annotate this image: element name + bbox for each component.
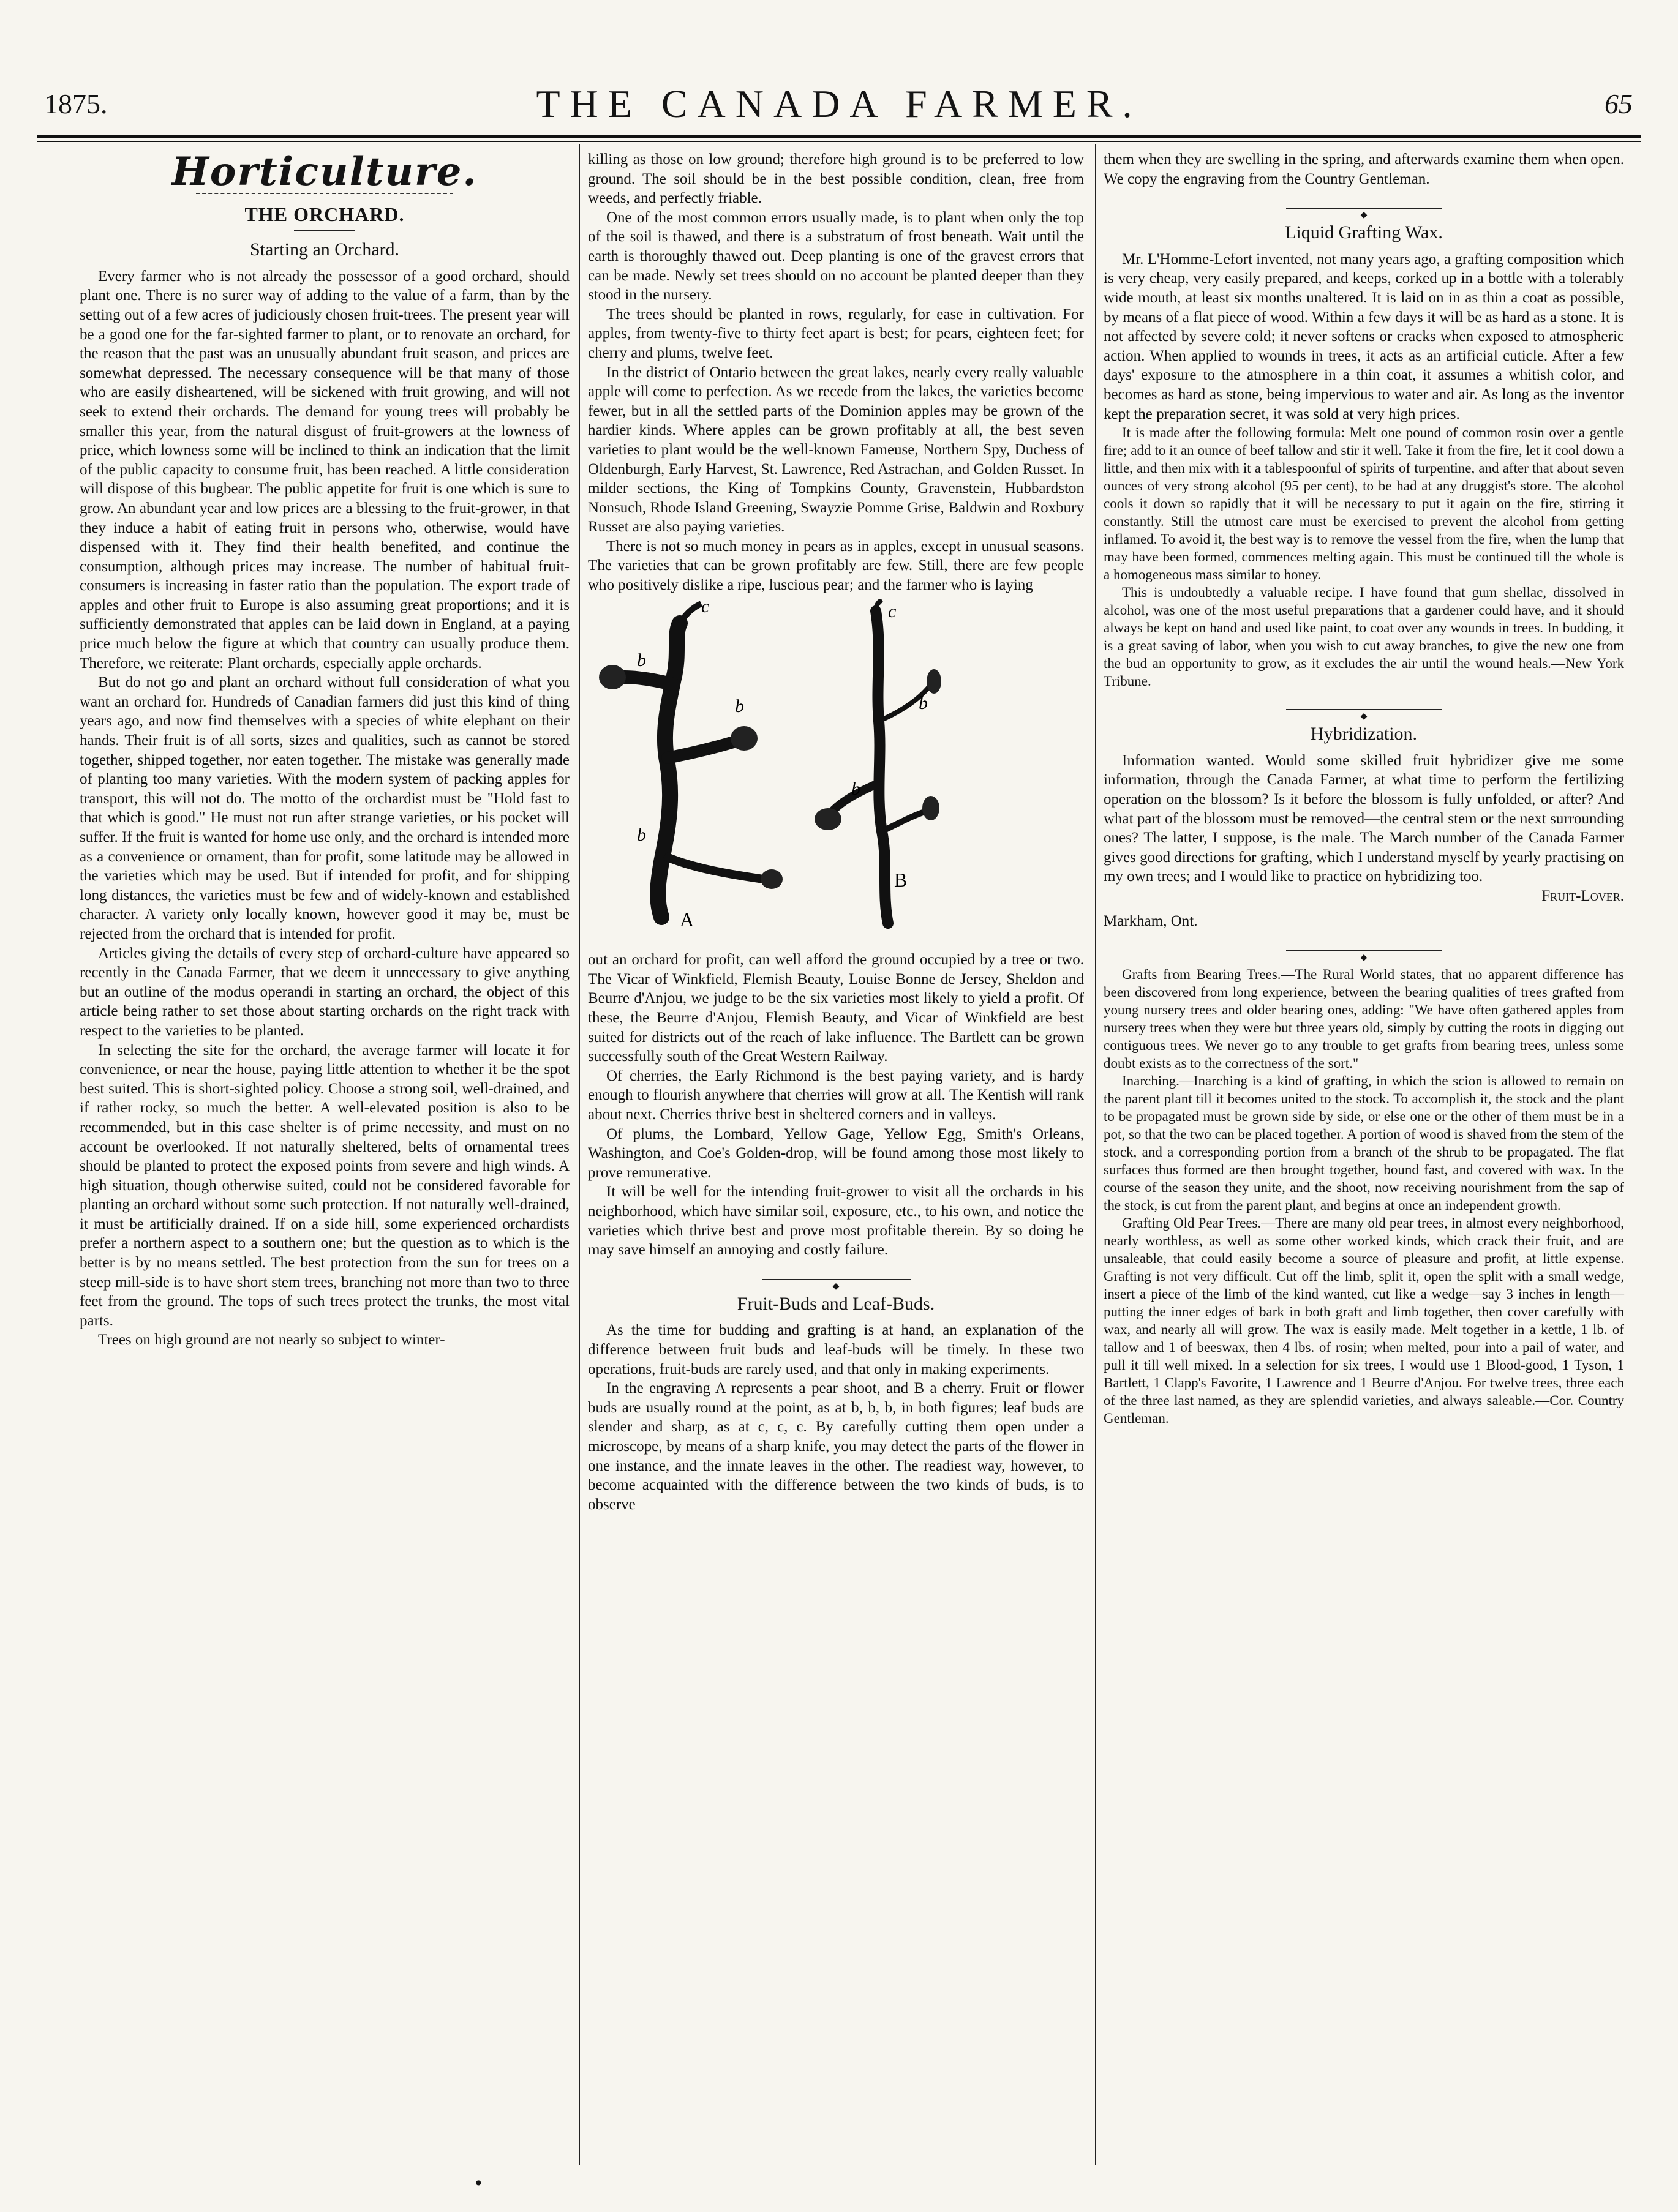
column-divider [579, 144, 580, 2165]
figure-label-bud: b [735, 695, 744, 716]
paragraph: It is made after the following formula: Melt one pound of common rosin over a gentle fire; add to it an ounce of beef tallow and stir it well. Take it from the fire, let it cool down a little, and then mix with it a tablespoonful of spirits of turpentine, and after that about seven ounces of very strong alcohol (95 per cent), to be had at any druggist's store. The alcohol cools it down so rapidly that it will be necessary to put it again on the fire, stirring it constantly. Still the utmost care must be exercised to prevent the alcohol from getting inflamed. To avoid it, the best way is to remove the vessel from the fire, when the lump that may have been formed, commences melting again. This must be continued till the whole is a homogeneous mass similar to honey. [1104, 425, 1624, 583]
paragraph: But do not go and plant an orchard without full consideration of what you want an orchard for. Hundreds of Canadian farmers did just this kind of thing years ago, and now find themselves with a species of white elephant on their hands. Their fruit is of all sorts, sizes and qualities, such as cannot be stored together, shipped together, nor eaten together. The mistake was generally made of planting too many varieties. With the modern system of packing apples for transport, this will not do. The motto of the orchardist must be "Hold fast to that which is good." He must not run after strange varieties, or his pocket will suffer. If the fruit is wanted for home use only, and the orchard is intended more as a convenience or ornament, than for profit, some latitude may be allowed in the varieties which may be used. But if intended for profit, and for shipping long distances, the varieties must be few and of widely-known and established character. A variety only locally known, however good it may be, must be rejected from the orchard that is intended for profit. [80, 674, 570, 942]
figure-label-b: B [894, 868, 908, 891]
paragraph: Grafts from Bearing Trees.—The Rural World states, that no apparent difference has been discovered from long experience, between the bearing qualities of trees grafted from young nursery trees and older bearing ones, adding: "We have often gathered apples from nursery trees when they were but three years old, simply by cutting the roots in digging out contiguous trees. We never go to any trouble to get grafts from bearing trees, unless some doubt exists as to the correctness of the sort." [1104, 967, 1624, 1071]
column-1 [80, 150, 570, 1350]
bud-engraving-figure [588, 599, 1084, 942]
paragraph: Inarching.—Inarching is a kind of grafting, in which the scion is allowed to remain on the parent plant till it becomes united to the stock. To accomplish it, the stock and the plant to be propagated must be grown side by side, or else one or the other of them must be in a pot, so that the two can be placed together. A portion of wood is shaved from the stem of the stock, and a corresponding portion from a branch of the shrub to be propagated. The flat surfaces thus formed are then brought together, bound fast, and covered with wax. In the course of the season they unite, and the shoot, now receiving nourishment from the sap of the stock, is cut from the parent plant, and begins at once an independent growth. [1104, 1073, 1624, 1213]
article-title: Hybridization. [1310, 724, 1418, 744]
figure-label-leaf: c [701, 598, 710, 617]
section-ornament: ◆ [1104, 203, 1624, 212]
paragraph: As the time for budding and grafting is at hand, an explanation of the difference between fruit buds and leaf-buds will be timely. In these two operations, fruit-buds are rarely used, and that only in making experiments. [588, 1322, 1084, 1378]
paragraph: Of cherries, the Early Richmond is the best paying variety, and is hardy enough to flourish anywhere that cherries will grow at all. The Kentish will rank about next. Cherries thrive best in sheltered corners and in valleys. [588, 1067, 1084, 1123]
figure-label-bud: b [637, 650, 646, 670]
paragraph: In the engraving A represents a pear shoot, and B a cherry. Fruit or flower buds are usually round at the point, as at b, b, b, in both figures; leaf buds are slender and sharp, as at c, c, c. By carefully cutting them open under a microscope, by means of a sharp knife, you may detect the parts of the flower in one instance, and the innate leaves in the other. The readiest way, however, to become acquainted with the difference between the two kinds of buds, is to observe [588, 1380, 1084, 1513]
figure-label-bud: b [919, 692, 928, 713]
paragraph: Of plums, the Lombard, Yellow Gage, Yellow Egg, Smith's Orleans, Washington, and Coe's Golden-drop, will be found among those most likely to prove remunerative. [588, 1125, 1084, 1181]
masthead-rule-thin [37, 141, 1641, 142]
paragraph: killing as those on low ground; therefore high ground is to be preferred to low ground. The soil should be in the best possible condition, clean, free from weeds, and perfectly friable. [588, 151, 1084, 207]
paragraph: Mr. L'Homme-Lefort invented, not many years ago, a grafting composition which is very cheap, very easily prepared, and keeps, corked up in a bottle with a tolerably wide mouth, at least six months unaltered. It is laid on in as thin a coat as possible, by means of a flat piece of wood. Within a few days it will be as hard as a stone. It is not affected by severe cold; it never softens or cracks when exposed to atmospheric action. When applied to wounds in trees, it acts as an artificial cuticle. After a few days' exposure to the atmosphere in a thin coat, it assumes a whitish color, and becomes as hard as stone, being impervious to water and air. As long as the inventor kept the preparation secret, it was sold at very high prices. [1104, 250, 1624, 422]
figure-label-bud: b [637, 824, 646, 845]
paragraph: In selecting the site for the orchard, the average farmer will locate it for convenience, or near the house, paying little attention to whether it be the spot best suited. This is short-sighted policy. Choose a strong soil, well-drained, and if rather rocky, so much the better. A well-elevated position is also to be recommended, but in this case shelter is of prime necessity, and must on no account be overlooked. If not naturally sheltered, belts of ornamental trees should be planted to protect the exposed points from severe and high winds. A high situation, though otherwise suited, could not be considered favorable for planting an orchard without some such protection. If not naturally well-drained, it must be artificially drained. If on a side hill, some experienced orchardists prefer a northern aspect to a southern one; but the question as to which is the better is by no means settled. The best protection from the sun for trees on a steep mill-side is to have short stem trees, branching not more than two to three feet from the ground. The tops of such trees protect the trunks, the most vital parts. [80, 1041, 570, 1329]
section-ornament: ◆ [1104, 705, 1624, 713]
issue-year: 1875. [44, 88, 108, 119]
article-title: Fruit-Buds and Leaf-Buds. [737, 1293, 935, 1314]
letter-place: Markham, Ont. [1104, 913, 1198, 930]
paragraph: Every farmer who is not already the possessor of a good orchard, should plant one. There is no surer way of adding to the value of a farm, than by the setting out of a few acres of judiciously chosen fruit-trees. The present year will be a good one for the far-sighted farmer to plant, or to renovate an orchard, for the reason that the past was an unusually abundant fruit season, and prices are somewhat depressed. The necessary consequence will be that many of those who are easily disheartened, will be sickened with fruit growing, and will not seek to extend their orchards. The demand for young trees will probably be smaller this year, from the natural disgust of fruit-growers at the lowness of price, which lowness some will be inclined to think an indication that the limit of the public capacity to consume fruit, has been reached. A little consideration will dispose of this bugbear. The public appetite for fruit is one which is sure to grow. An abundant year and low prices are a blessing to the fruit-grower, in that they induce a habit of eating fruit in persons who, otherwise, would have dispensed with it. They find their health benefited, and continue the consumption, although prices may increase. The number of habitual fruit-consumers is increasing in faster ratio than the population. The export trade of apples and other fruit to Europe is also assuming great proportions; and it is sufficiently demonstrated that apples can be laid down in England, at a paying price much below the figure at which that country can usually produce them. Therefore, we reiterate: Plant orchards, especially apple orchards. [80, 268, 570, 672]
section-ornament: ◆ [1104, 946, 1624, 954]
column-3 [1104, 150, 1624, 1427]
paragraph: It will be well for the intending fruit-grower to visit all the orchards in his neighborhood, which have similar soil, exposure, etc., to his own, and notice the varieties which thrive best and prove most profitable therein. By so doing he may save himself an annoying and costly failure. [588, 1183, 1084, 1259]
figure-label-a: A [680, 908, 694, 931]
figure-label-leaf: c [888, 601, 897, 621]
paragraph: The trees should be planted in rows, regularly, for ease in cultivation. For apples, from twenty-five to thirty feet apart is best; for pears, eighteen feet; for cherry and plums, twelve feet. [588, 306, 1084, 361]
footer-mark: • [473, 2173, 484, 2194]
masthead [37, 70, 1641, 138]
paragraph: Information wanted. Would some skilled fruit hybridizer give me some information, through the Canada Farmer, at what time to perform the fertilizing operation on the blossom? Is it before the blossom is fully unfolded, or after? And what part of the blossom must be removed—the central stem or the next surrounding ones? The latter, I suppose, is the male. The March number of the Canada Farmer gives good directions for grafting, which I understand myself by yearly practising on my own trees; and I would like to practice on hybridizing too. [1104, 752, 1624, 885]
figure-label-bud: b [851, 778, 860, 799]
article-title: Liquid Grafting Wax. [1285, 222, 1443, 243]
paragraph: One of the most common errors usually made, is to plant when only the top of the soil is thawed, and there is a substratum of frost beneath. Wait until the earth is thoroughly thawed out. Deep planting is one of the gravest errors that can be made. Newly set trees should on no account be planted deeper than they stood in the nursery. [588, 209, 1084, 304]
paragraph: out an orchard for profit, can well afford the ground occupied by a tree or two. The Vicar of Winkfield, Flemish Beauty, Louise Bonne de Jersey, Sheldon and Beurre d'Anjou, we judge to be the six varieties most likely to yield a profit. Of these, the Beurre d'Anjou, Flemish Beauty, and Vicar of Winkfield are best suited for districts out of the reach of lake influence. The Bartlett can be grown successfully south of the Great Western Railway. [588, 951, 1084, 1065]
paragraph: them when they are swelling in the spring, and afterwards examine them when open. We copy the engraving from the Country Gentleman. [1104, 151, 1624, 187]
column-2 [588, 150, 1084, 1514]
letter-signature: Fruit-Lover. [1541, 887, 1624, 904]
bud-engraving [588, 599, 1084, 947]
short-rule [294, 230, 355, 231]
masthead-rule-thick [37, 135, 1641, 138]
paragraph: This is undoubtedly a valuable recipe. I have found that gum shellac, dissolved in alcohol, was one of the most useful preparations that a gardener could have, and it should always be kept on hand and used like paint, to coat over any wounds in trees. In budding, it is a great saving of labor, when you wish to cut away branches, to give the new one from the bud an opportunity to grow, as it excludes the air until the wound heals.—New York Tribune. [1104, 585, 1624, 689]
paragraph: There is not so much money in pears as in apples, except in unusual seasons. The varieties that can be grown profitably are few. Still, there are few people who positively dislike a ripe, luscious pear; and the farmer who is laying [588, 538, 1084, 594]
article-subtitle: Starting an Orchard. [249, 239, 400, 260]
department-title: Horticulture. [171, 149, 478, 195]
page-number: 65 [1605, 88, 1633, 119]
paragraph: Trees on high ground are not nearly so subject to winter- [98, 1332, 445, 1349]
column-divider [1095, 144, 1096, 2165]
paragraph: Grafting Old Pear Trees.—There are many old pear trees, in almost every neighborhood, nearly worthless, as well as some other worked kinds, which crack their fruit, and are unsaleable, that could easily become a source of pleasure and profit, at little expense. Grafting is not very difficult. Cut off the limb, split it, open the split with a small wedge, insert a piece of the limb of the kind wanted, cut like a wedge—say 3 inches in length—putting the inner edges of bark in both graft and limb together, then cover carefully with wax, and nearly all will grow. The wax is easily made. Melt together in a kettle, 1 lb. of tallow and 1 of beeswax, then 4 lbs. of rosin; when melted, pour into a pail of water, and pull it till well mixed. In a selection for six trees, I would use 1 Blood-good, 1 Tyson, 1 Bartlett, 1 Clapp's Favorite, 1 Lawrence and 1 Beurre d'Anjou. For twelve trees, three each of the three last named, as they are splendid varieties, and always saleable.—Cor. Country Gentleman. [1104, 1215, 1624, 1427]
section-ornament: ◆ [588, 1275, 1084, 1283]
paragraph: Articles giving the details of every step of orchard-culture have appeared so recently in the Canada Farmer, that we deem it unnecessary to give anything but an outline of the modus operandi in starting an orchard, the object of this article being rather to set those about starting orchards on the right track with respect to the varieties to be planted. [80, 945, 570, 1039]
newspaper-title: THE CANADA FARMER. [536, 82, 1142, 126]
paragraph: In the district of Ontario between the great lakes, nearly every really valuable apple will come to perfection. As we recede from the lakes, the varieties become fewer, but in all the settled parts of the Dominion apples may be grown of the hardier kinds. Where apples can be grown profitably at all, the best seven varieties to plant would be the well-known Fameuse, Northern Spy, Duchess of Oldenburgh, Early Harvest, St. Lawrence, Red Astrachan, and Golden Russet. In milder sections, the King of Tompkins County, Gravenstein, Hubbardston Nonsuch, Rhode Island Greening, Swayzie Pomme Grise, Baldwin and Roxbury Russet are also paying varieties. [588, 364, 1084, 536]
section-title: THE ORCHARD. [244, 203, 405, 225]
